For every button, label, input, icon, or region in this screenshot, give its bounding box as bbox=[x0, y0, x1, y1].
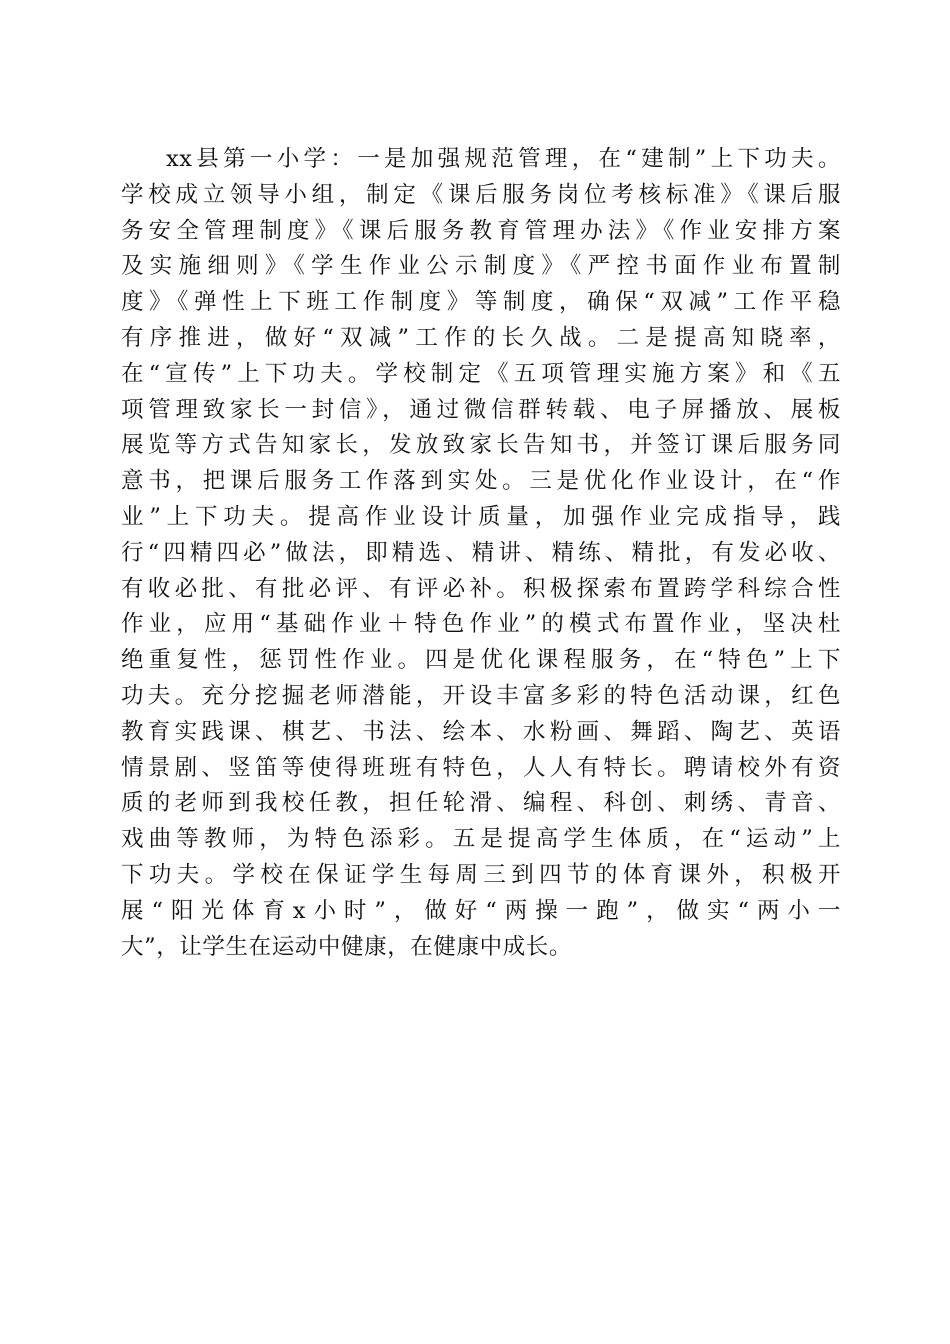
paragraph-line: 展“阳光体育x小时”，做好“两操一跑”，做实“两小一 bbox=[121, 897, 841, 924]
paragraph-line: 功夫。充分挖掘老师潜能，开设丰富多彩的特色活动课，红色 bbox=[121, 682, 841, 709]
paragraph-line: 项管理致家长一封信》，通过微信群转载、电子屏播放、展板 bbox=[121, 396, 841, 423]
paragraph-line: 及实施细则》《学生作业公示制度》《严控书面作业布置制 bbox=[121, 253, 841, 280]
paragraph-line: 下功夫。学校在保证学生每周三到四节的体育课外，积极开 bbox=[121, 861, 841, 888]
paragraph-line: 教育实践课、棋艺、书法、绘本、水粉画、舞蹈、陶艺、英语 bbox=[121, 718, 841, 745]
paragraph-line: 展览等方式告知家长，发放致家长告知书，并签订课后服务同 bbox=[121, 432, 841, 459]
paragraph-line: 意书，把课后服务工作落到实处。三是优化作业设计，在“作 bbox=[121, 468, 841, 495]
paragraph-line: 绝重复性，惩罚性作业。四是优化课程服务，在“特色”上下 bbox=[121, 647, 841, 674]
paragraph-line: xx县第一小学：一是加强规范管理，在“建制”上下功夫。 bbox=[166, 146, 841, 172]
paragraph-line: 质的老师到我校任教，担任轮滑、编程、科创、刺绣、青音、 bbox=[121, 790, 841, 817]
paragraph-line: 情景剧、竖笛等使得班班有特色，人人有特长。聘请校外有资 bbox=[121, 754, 841, 781]
paragraph-line: 业”上下功夫。提高作业设计质量，加强作业完成指导，践 bbox=[121, 503, 841, 530]
paragraph-line: 行“四精四必”做法，即精选、精讲、精练、精批，有发必收、 bbox=[121, 539, 841, 566]
paragraph-line: 度》《弹性上下班工作制度》等制度，确保“双减”工作平稳 bbox=[121, 289, 841, 316]
paragraph-line: 戏曲等教师，为特色添彩。五是提高学生体质，在“运动”上 bbox=[121, 826, 841, 853]
paragraph-line: 有序推进，做好“双减”工作的长久战。二是提高知晓率， bbox=[121, 324, 841, 351]
paragraph-line: 作业，应用“基础作业＋特色作业”的模式布置作业，坚决杜 bbox=[121, 611, 841, 638]
paragraph-line: 有收必批、有批必评、有评必补。积极探索布置跨学科综合性 bbox=[121, 575, 841, 602]
body-paragraph bbox=[121, 142, 841, 965]
paragraph-line: 学校成立领导小组，制定《课后服务岗位考核标准》《课后服 bbox=[121, 181, 841, 208]
paragraph-line: 大”，让学生在运动中健康，在健康中成长。 bbox=[121, 933, 573, 960]
paragraph-line: 在“宣传”上下功夫。学校制定《五项管理实施方案》和《五 bbox=[121, 360, 841, 387]
paragraph-line: 务安全管理制度》《课后服务教育管理办法》《作业安排方案 bbox=[121, 217, 841, 244]
